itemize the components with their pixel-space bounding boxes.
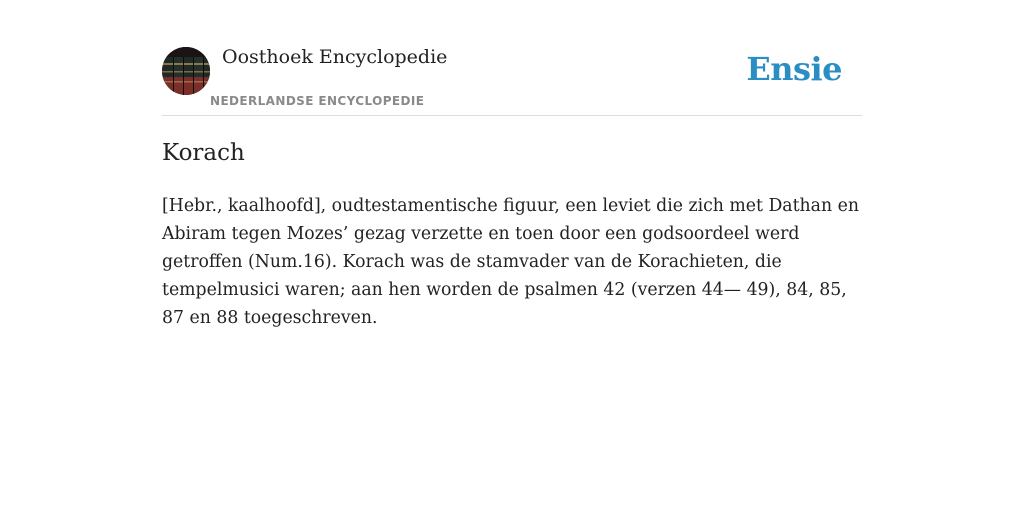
site-title[interactable]: Oosthoek Encyclopedie bbox=[222, 46, 448, 68]
header bbox=[162, 40, 862, 116]
entry-title: Korach bbox=[162, 140, 245, 166]
encyclopedia-books-icon[interactable] bbox=[162, 47, 210, 95]
entry-body: [Hebr., kaalhoofd], oudtestamentische figuur, een leviet die zich met Dathan en Abiram tegen Mozes’ gezag verzette en toen door een godsoordeel werd getroffen (Num.16). Korach was de stamvader van de Korachieten, die tempelmusici waren; aan hen worden de psalmen 42 (verzen 44— 49), 84, 85, 87 en 88 toegeschreven. bbox=[162, 196, 859, 328]
site-subtitle: NEDERLANDSE ENCYCLOPEDIE bbox=[210, 94, 425, 108]
ensie-logo-link[interactable]: Ensie bbox=[746, 50, 842, 88]
